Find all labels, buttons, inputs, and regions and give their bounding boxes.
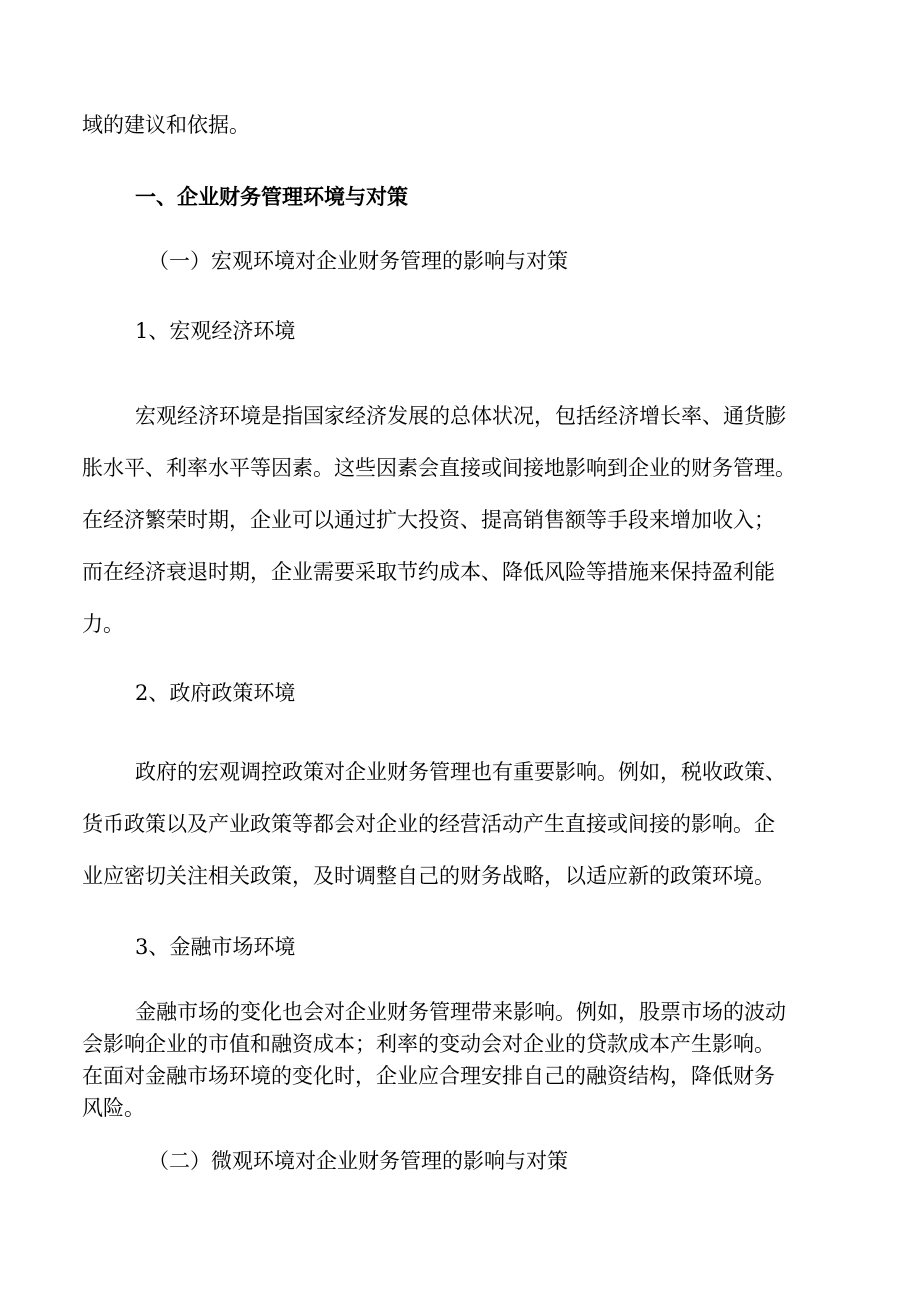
section-heading: 一、企业财务管理环境与对策 — [135, 184, 408, 209]
paragraph-line: 在经济繁荣时期，企业可以通过扩大投资、提高销售额等手段来增加收入； — [82, 508, 775, 532]
paragraph-line: 在面对金融市场环境的变化时，企业应合理安排自己的融资结构，降低财务 — [82, 1064, 775, 1088]
paragraph-line: 货币政策以及产业政策等都会对企业的经营活动产生直接或间接的影响。企 — [82, 812, 775, 836]
paragraph-government-policy — [82, 746, 786, 902]
paragraph-line: 而在经济衰退时期，企业需要采取节约成本、降低风险等措施来保持盈利能 — [82, 560, 775, 584]
paragraph-line: 会影响企业的市值和融资成本；利率的变动会对企业的贷款成本产生影响。 — [82, 1032, 775, 1056]
subsection-heading-2: （二）微观环境对企业财务管理的影响与对策 — [148, 1149, 568, 1173]
item-heading-2: 2、政府政策环境 — [135, 681, 296, 705]
item-heading-1: 1、宏观经济环境 — [135, 319, 296, 343]
paragraph-line: 宏观经济环境是指国家经济发展的总体状况，包括经济增长率、通货膨 — [135, 404, 786, 428]
continuation-text: 域的建议和依据。 — [82, 113, 250, 137]
paragraph-line: 胀水平、利率水平等因素。这些因素会直接或间接地影响到企业的财务管理。 — [82, 456, 796, 480]
subsection-heading: （一）宏观环境对企业财务管理的影响与对策 — [148, 249, 568, 273]
paragraph-macroeconomic — [82, 390, 796, 650]
paragraph-line: 力。 — [82, 612, 124, 636]
paragraph-financial-market — [82, 996, 786, 1124]
paragraph-line: 金融市场的变化也会对企业财务管理带来影响。例如，股票市场的波动 — [135, 1000, 786, 1024]
item-heading-3: 3、金融市场环境 — [135, 935, 296, 959]
paragraph-line: 政府的宏观调控政策对企业财务管理也有重要影响。例如，税收政策、 — [135, 760, 786, 784]
paragraph-line: 风险。 — [82, 1096, 145, 1120]
paragraph-line: 业应密切关注相关政策，及时调整自己的财务战略，以适应新的政策环境。 — [82, 864, 775, 888]
